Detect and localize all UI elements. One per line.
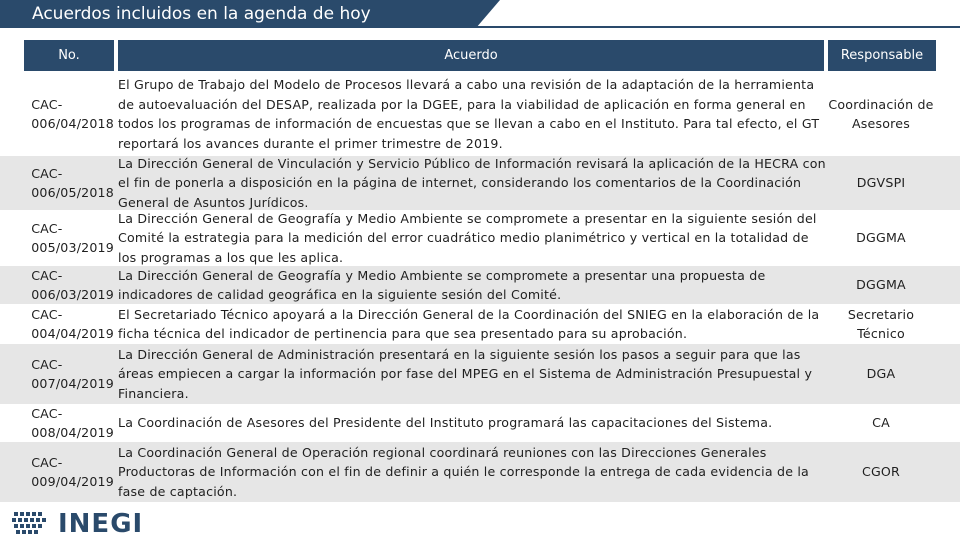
row-number: CAC- 006/05/2018 bbox=[31, 165, 114, 200]
row-responsible: Secretario Técnico bbox=[847, 306, 915, 341]
row-agreement: La Dirección General de Geografía y Medio Ambiente se compromete a presentar en la siguiente sesión del Comité la estrategia para la medición del error cuadrático medio planimétrico y vertical en la totalidad de los programas a los que les aplica. bbox=[118, 210, 817, 265]
row-responsible: DGGMA bbox=[856, 230, 906, 246]
row-agreement: La Dirección General de Vinculación y Servicio Público de Información revisará la aplicación de la HECRA con el fin de ponerla a disposición en la página de internet, considerando los comentarios de la Coordinación General de Asuntos Jurídicos. bbox=[118, 155, 826, 210]
column-header-responsable: Responsable bbox=[828, 40, 936, 71]
table-row bbox=[0, 304, 960, 344]
row-agreement: El Secretariado Técnico apoyará a la Dirección General de la Coordinación del SNIEG en la elaboración de la ficha técnica del indicador de pertinencia para que sea presentado para su aprobación. bbox=[118, 306, 820, 341]
row-number: CAC- 006/03/2019 bbox=[31, 267, 114, 302]
row-responsible: CGOR bbox=[861, 464, 900, 480]
title-bar bbox=[0, 0, 960, 28]
footer bbox=[0, 506, 960, 540]
inegi-logo-text: INEGI bbox=[58, 509, 144, 539]
table-row bbox=[0, 344, 960, 404]
row-number: CAC- 006/04/2018 bbox=[31, 96, 114, 131]
row-responsible: DGVSPI bbox=[856, 175, 906, 191]
column-header-acuerdo: Acuerdo bbox=[118, 40, 824, 71]
row-number: CAC- 009/04/2019 bbox=[31, 454, 114, 489]
row-responsible: DGA bbox=[866, 366, 896, 382]
row-number: CAC- 005/03/2019 bbox=[31, 220, 114, 255]
row-number: CAC- 008/04/2019 bbox=[31, 405, 114, 440]
row-responsible: DGGMA bbox=[856, 277, 906, 293]
table-row bbox=[0, 442, 960, 502]
row-agreement: La Dirección General de Geografía y Medio Ambiente se compromete a presentar una propuesta de indicadores de calidad geográfica en la siguiente sesión del Comité. bbox=[118, 267, 766, 302]
row-responsible: Coordinación de Asesores bbox=[828, 96, 934, 131]
row-responsible: CA bbox=[872, 415, 890, 431]
row-agreement: El Grupo de Trabajo del Modelo de Procesos llevará a cabo una revisión de la adaptación de la herramienta de autoevaluación del DESAP, realizada por la DGEE, para la viabilidad de aplicación en forma general en todos los programas de información de encuestas que se llevan a cabo en el Instituto. Para tal efecto, el GT reportará los avances durante el primer trimestre de 2019. bbox=[118, 77, 820, 151]
row-number: CAC- 007/04/2019 bbox=[31, 356, 114, 391]
table-row bbox=[0, 266, 960, 304]
table-row bbox=[0, 210, 960, 266]
table-row bbox=[0, 156, 960, 210]
page-title: Acuerdos incluidos en la agenda de hoy bbox=[32, 4, 371, 24]
row-agreement: La Dirección General de Administración presentará en la siguiente sesión los pasos a seguir para que las áreas empiecen a cargar la información por fase del MPEG en el Sistema de Administración Presupuestal y Financiera. bbox=[118, 346, 813, 401]
table-row bbox=[0, 72, 960, 156]
row-agreement: La Coordinación de Asesores del Presidente del Instituto programará las capacitaciones del Sistema. bbox=[118, 415, 773, 431]
inegi-logo-icon bbox=[10, 510, 54, 538]
row-agreement: La Coordinación General de Operación regional coordinará reuniones con las Direcciones Generales Productoras de Información con el fin de definir a quién le corresponde la entrega de cada evidencia de la fase de captación. bbox=[118, 444, 809, 499]
column-header-no: No. bbox=[24, 40, 114, 71]
row-number: CAC- 004/04/2019 bbox=[31, 306, 114, 341]
table-row bbox=[0, 404, 960, 442]
